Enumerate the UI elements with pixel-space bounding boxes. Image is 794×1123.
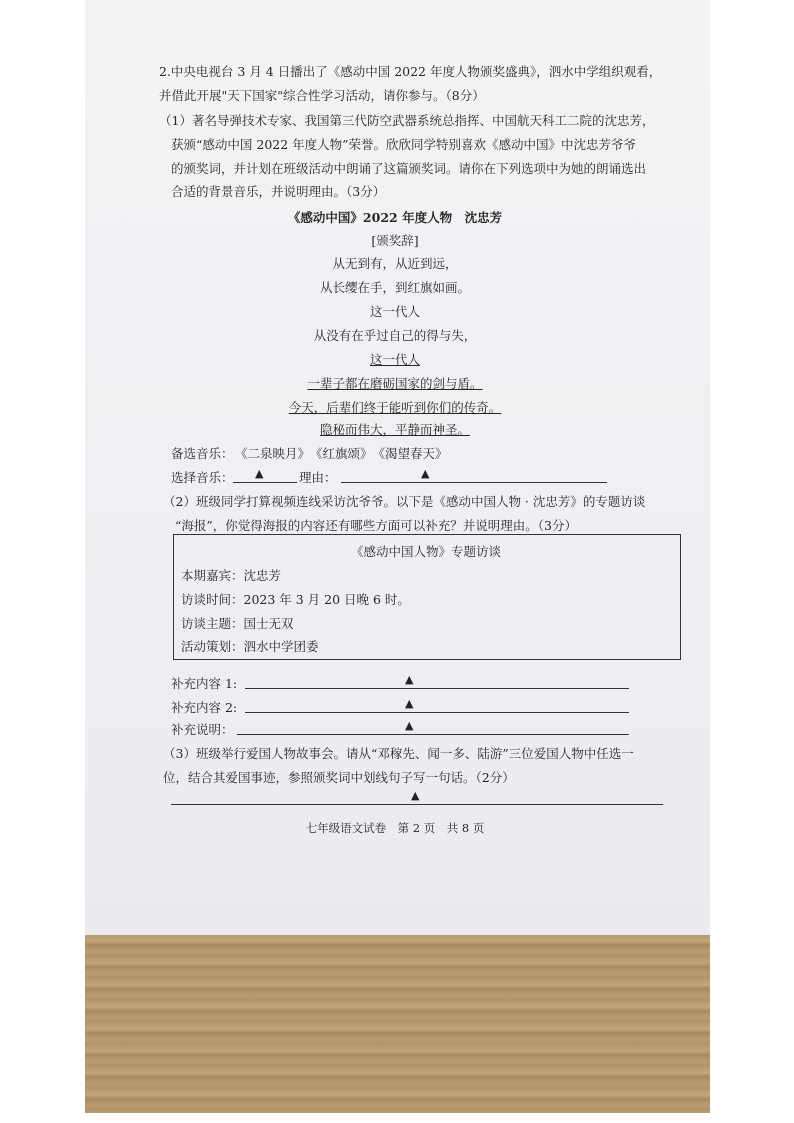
q2-1-line2: 获颁“感动中国 2022 年度人物”荣誉。欣欣同学特别喜欢《感动中国》中沈忠芳爷爷	[171, 137, 637, 152]
wooden-table	[85, 935, 710, 1113]
q2-stem-line1: 2.中央电视台 3 月 4 日播出了《感动中国 2022 年度人物颁奖盛典》，泗水中学组织观看，	[159, 64, 662, 79]
poem-line: 从无到有，从近到远，	[332, 256, 458, 271]
q2-3-line1: （3）班级举行爱国人物故事会。请从“邓稼先、闻一多、陆游”三位爱国人物中任选一	[163, 746, 634, 761]
poster-title: 《感动中国人物》专题访谈	[350, 544, 501, 559]
q2-1-line1: （1）著名导弹技术专家、我国第三代防空武器系统总指挥、中国航天科工二院的沈忠芳，	[159, 113, 655, 128]
poster-row-guest: 本期嘉宾：沈忠芳	[181, 568, 282, 583]
q2-2-line2: “海报”，你觉得海报的内容还有哪些方面可以补充？并说明理由。（3分）	[175, 518, 577, 533]
q2-stem-line2: 并借此开展"天下国家"综合性学习活动，请你参与。（8分）	[159, 88, 485, 103]
poem-line-underlined: 一辈子都在磨砺国家的剑与盾。	[307, 376, 483, 391]
award-label: [颁奖辞]	[371, 233, 419, 248]
choose-music-label: 选择音乐：	[171, 470, 234, 485]
music-options: 《二泉映月》 《红旗颂》 《渴望春天》	[235, 446, 448, 461]
poster-row-theme: 访谈主题：国士无双	[181, 616, 294, 631]
poem-line-underlined: 隐秘而伟大，平静而神圣。	[319, 422, 470, 437]
reason-blank[interactable]	[341, 482, 607, 483]
q2-3-line2: 位，结合其爱国事迹，参照颁奖词中划线句子写一句话。（2分）	[163, 770, 515, 785]
answer-mark-icon: ▲	[405, 697, 414, 710]
poster-row-planner: 活动策划：泗水中学团委	[181, 639, 319, 654]
answer-mark-icon: ▲	[405, 673, 414, 686]
music-label: 备选音乐：	[171, 446, 234, 461]
poem-line: 从没有在乎过自己的得与失，	[313, 328, 477, 343]
q2-2-line1: （2）班级同学打算视频连线采访沈爷爷。以下是《感动中国人物 · 沈忠芳》的专题访谈	[163, 494, 646, 509]
supplement-2-label: 补充内容 2:	[171, 700, 238, 715]
photo-frame	[85, 0, 710, 1113]
answer-mark-icon: ▲	[411, 789, 420, 802]
q2-3-answer-blank[interactable]	[171, 804, 663, 805]
poster-row-time: 访谈时间：2023 年 3 月 20 日晚 6 时。	[181, 592, 410, 607]
poem-line: 这一代人	[369, 304, 420, 319]
poem-line-underlined: 今天，后辈们终于能听到你们的传奇。	[288, 400, 502, 415]
exam-sheet	[85, 0, 710, 935]
supplement-note-blank[interactable]	[237, 734, 629, 735]
reason-label: 理由：	[299, 470, 337, 485]
q2-1-line3: 的颁奖词，并计划在班级活动中朗诵了这篇颁奖词。请你在下列选项中为她的朗诵选出	[171, 161, 647, 176]
page-footer: 七年级语文试卷 第 2 页 共 8 页	[305, 821, 485, 835]
answer-mark-icon: ▲	[421, 467, 430, 480]
answer-mark-icon: ▲	[255, 467, 264, 480]
q2-1-line4: 合适的背景音乐，并说明理由。（3分）	[171, 184, 386, 199]
supplement-2-blank[interactable]	[245, 712, 629, 713]
answer-mark-icon: ▲	[405, 719, 414, 732]
supplement-1-blank[interactable]	[245, 688, 629, 689]
poem-line: 从长缨在手，到红旗如画。	[319, 280, 470, 295]
award-title: 《感动中国》2022 年度人物 沈忠芳	[287, 210, 503, 225]
supplement-1-label: 补充内容 1:	[171, 676, 238, 691]
supplement-note-label: 补充说明：	[171, 722, 234, 737]
poem-line-underlined: 这一代人	[369, 352, 420, 367]
choose-music-blank[interactable]	[233, 482, 297, 483]
